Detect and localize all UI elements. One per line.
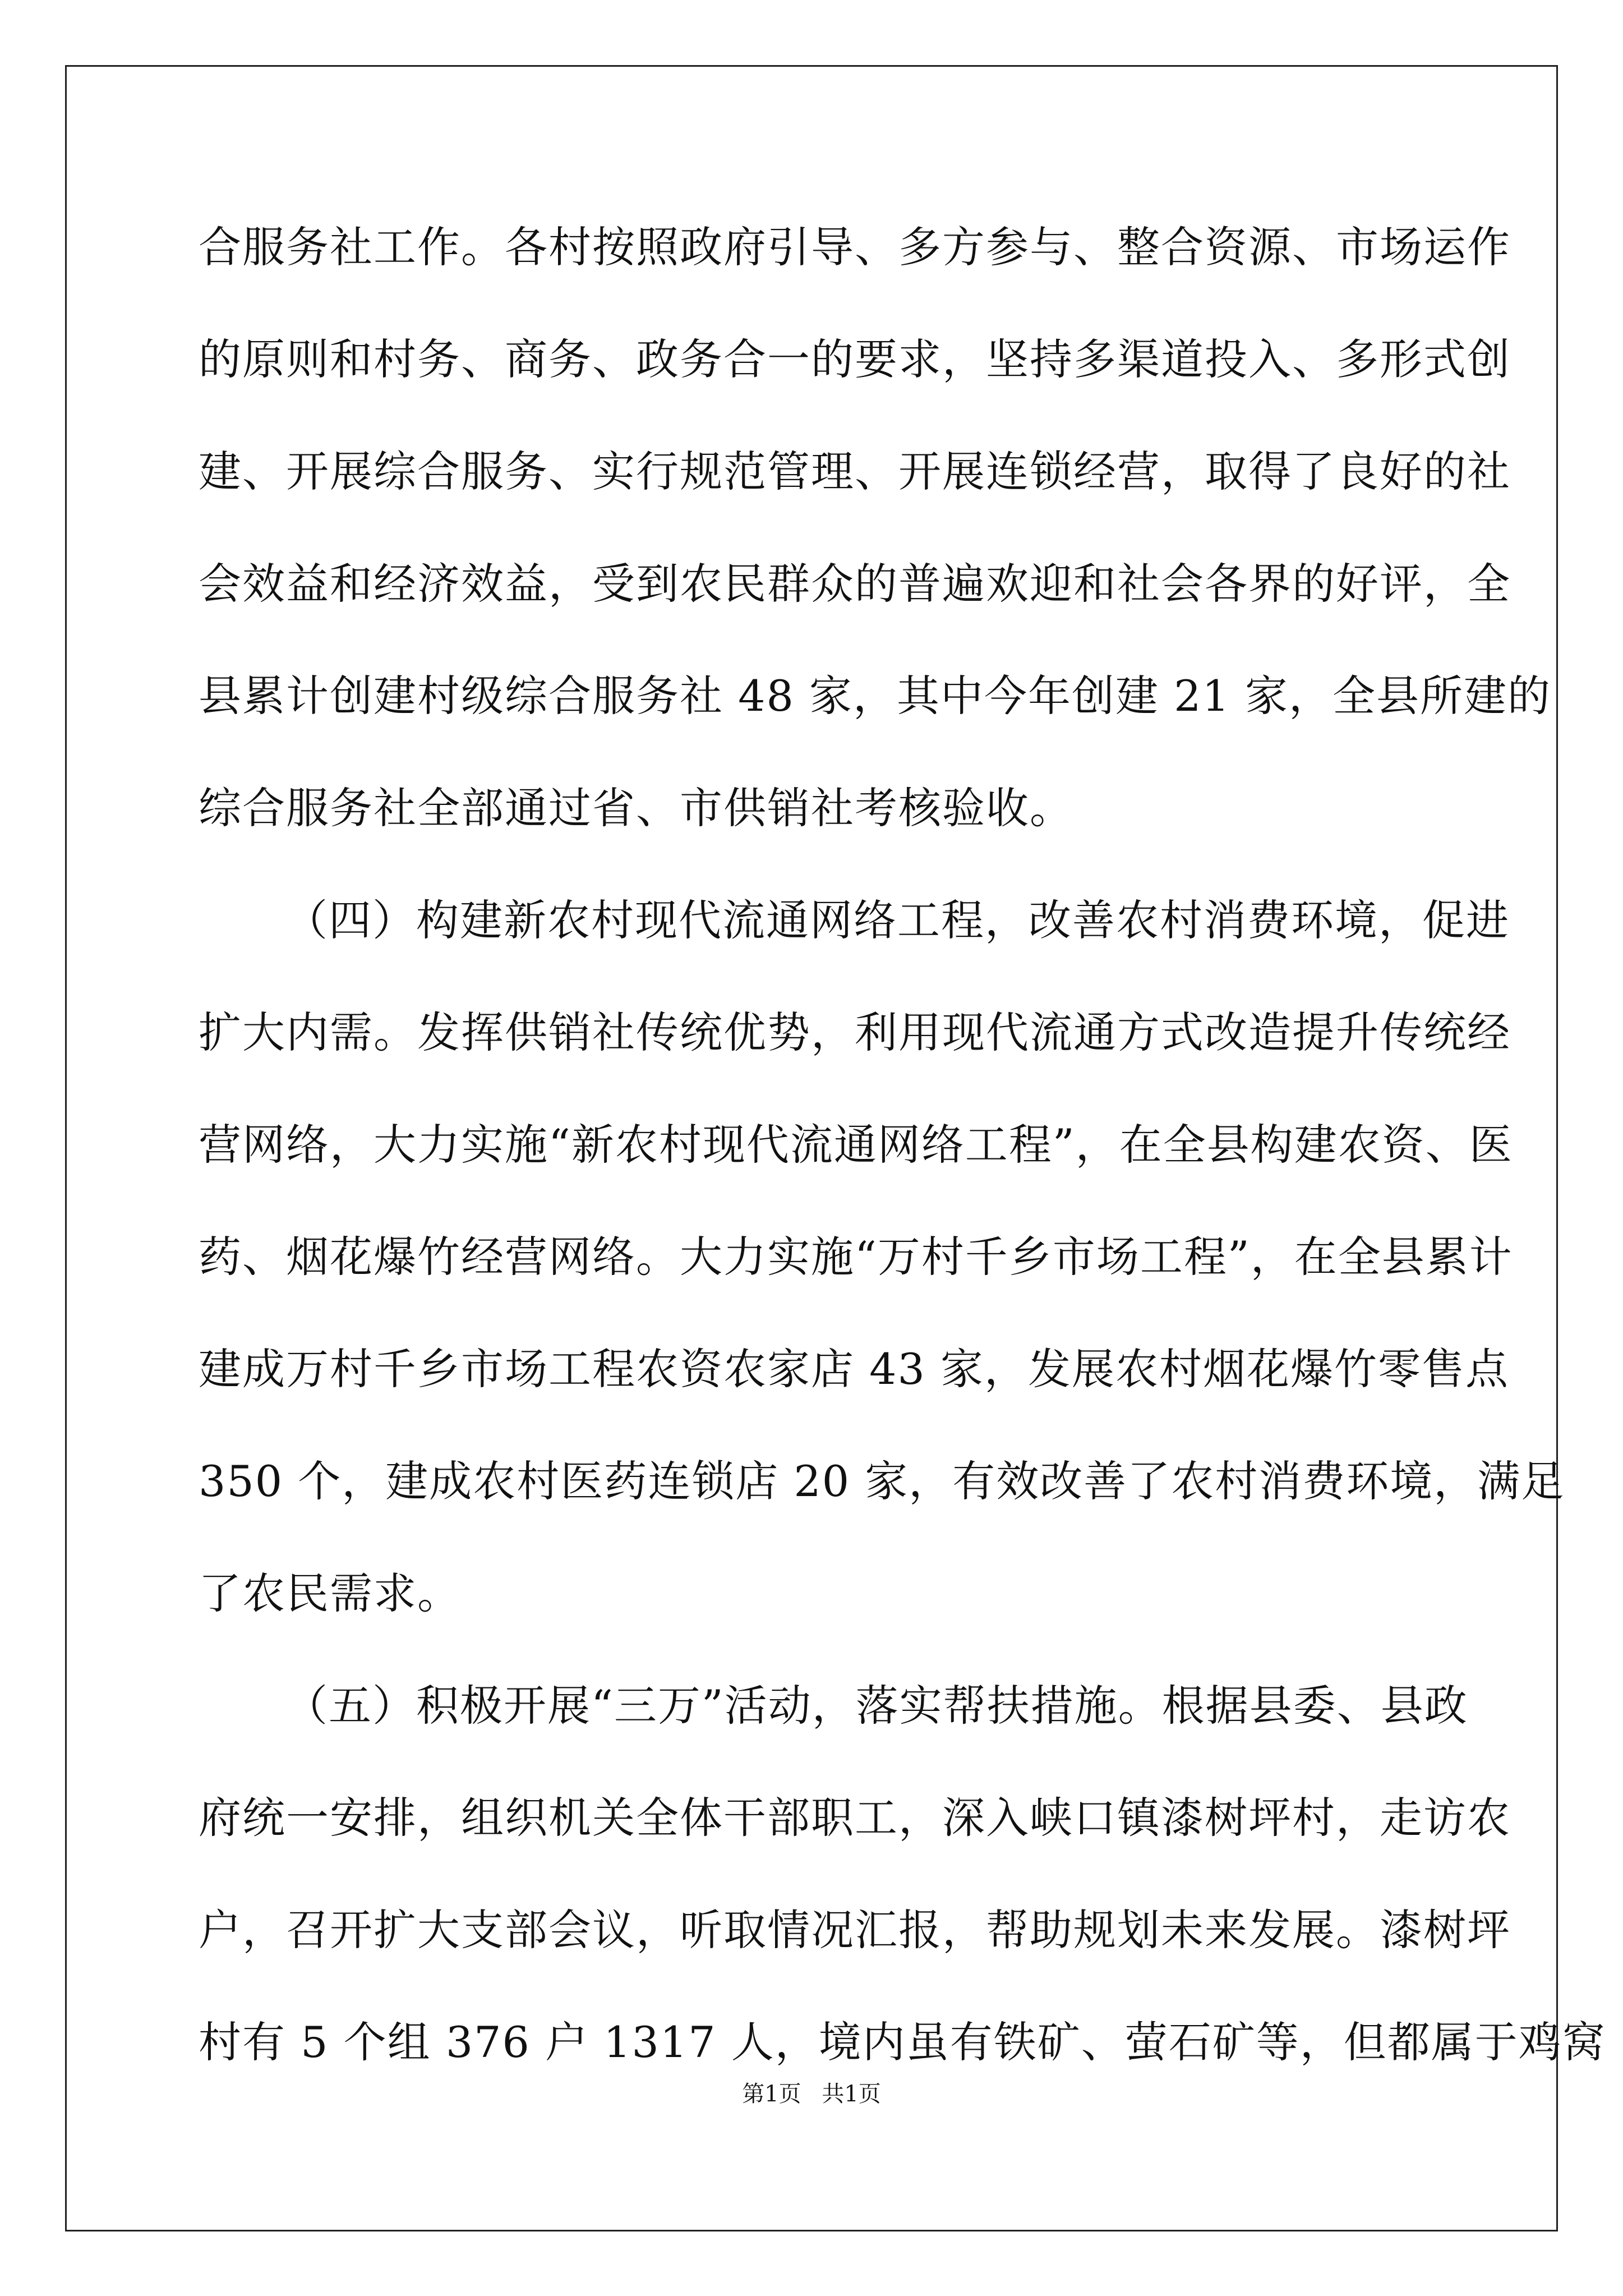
text-line: 府统一安排，组织机关全体干部职工，深入峡口镇漆树坪村，走访农 (199, 1793, 1511, 1843)
text-line: 了农民需求。 (199, 1568, 461, 1618)
page-total: 共1页 (822, 2081, 881, 2107)
text-line: 合服务社工作。各村按照政府引导、多方参与、整合资源、市场运作 (199, 222, 1511, 272)
text-line: 村有 5 个组 376 户 1317 人，境内虽有铁矿、萤石矿等，但都属于鸡窝 (199, 2017, 1606, 2067)
text-line: 营网络，大力实施“新农村现代流通网络工程”，在全县构建农资、医 (199, 1120, 1513, 1170)
paragraph-heading-line: （四）构建新农村现代流通网络工程，改善农村消费环境，促进 (285, 895, 1510, 945)
text-line: 建、开展综合服务、实行规范管理、开展连锁经营，取得了良好的社 (199, 447, 1511, 496)
page-footer (0, 2080, 1623, 2108)
text-line: 会效益和经济效益，受到农民群众的普遍欢迎和社会各界的好评，全 (199, 559, 1511, 609)
text-line: 县累计创建村级综合服务社 48 家，其中今年创建 21 家，全县所建的 (199, 671, 1552, 721)
text-line: 药、烟花爆竹经营网络。大力实施“万村千乡市场工程”，在全县累计 (199, 1232, 1513, 1282)
text-line: 综合服务社全部通过省、市供销社考核验收。 (199, 783, 1073, 833)
text-line: 350 个，建成农村医药连锁店 20 家，有效改善了农村消费环境，满足 (199, 1456, 1565, 1506)
text-line: 的原则和村务、商务、政务合一的要求，坚持多渠道投入、多形式创 (199, 334, 1511, 384)
text-line: 户，召开扩大支部会议，听取情况汇报，帮助规划未来发展。漆树坪 (199, 1905, 1511, 1955)
page-number: 第1页 (742, 2081, 801, 2107)
text-line: 建成万村千乡市场工程农资农家店 43 家，发展农村烟花爆竹零售点 (199, 1344, 1510, 1394)
text-line: 扩大内需。发挥供销社传统优势，利用现代流通方式改造提升传统经 (199, 1007, 1511, 1057)
paragraph-heading-line: （五）积极开展“三万”活动，落实帮扶措施。根据县委、县政 (285, 1681, 1468, 1731)
